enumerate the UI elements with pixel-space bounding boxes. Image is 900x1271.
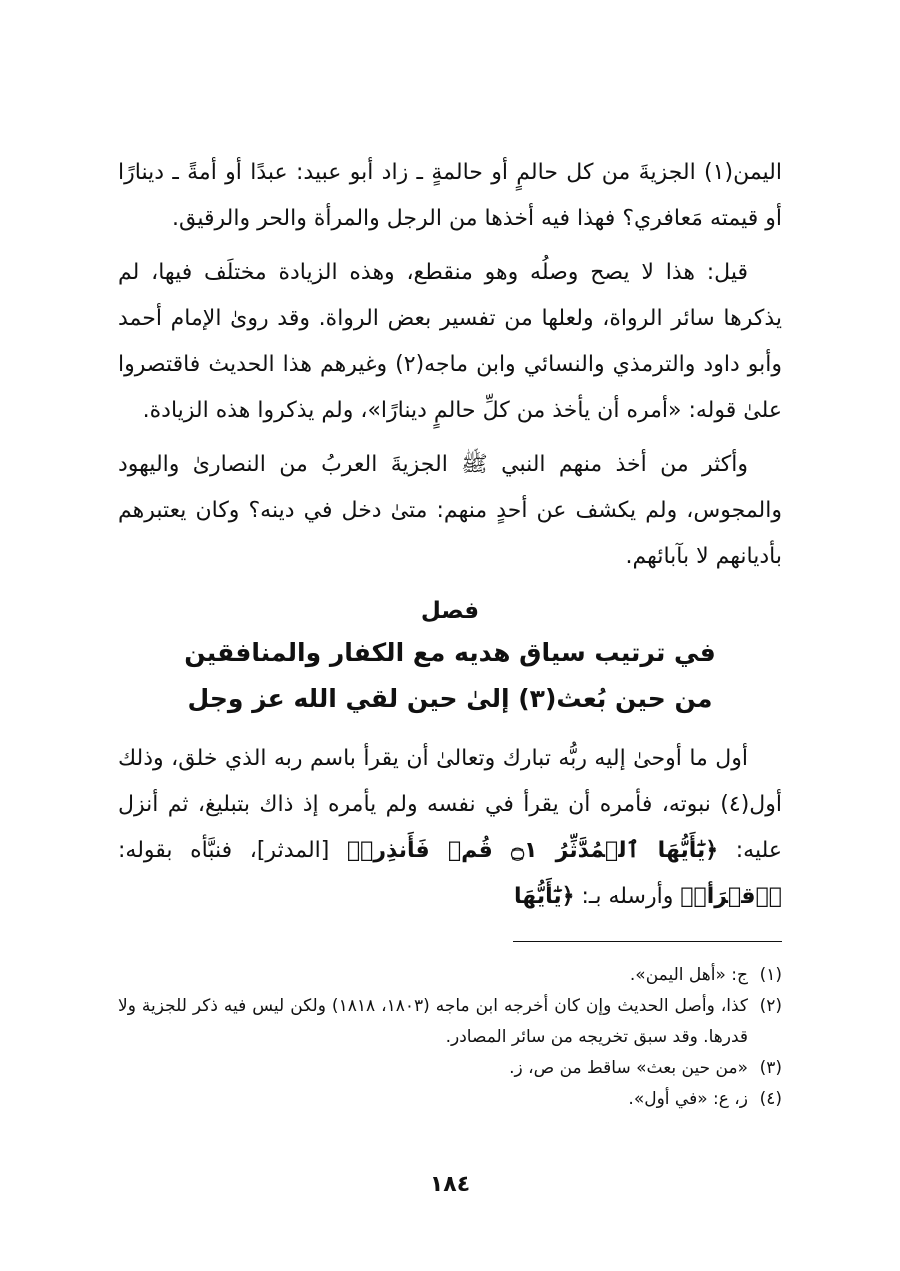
section-label: فصل bbox=[420, 598, 480, 624]
quran-verse-ya-ayyuha: ﴿يَٰٓأَيُّهَا bbox=[514, 884, 575, 909]
quran-verse-muddathir: ﴿يَٰٓأَيُّهَا ٱلۡمُدَّثِّرُ ۝١ قُمۡ فَأَنذِرۡ﴾ bbox=[346, 838, 719, 863]
footnote-text: ز، ع: «في أول». bbox=[628, 1089, 748, 1109]
footnote-number: (١) bbox=[759, 965, 782, 985]
section-paragraph-text-2: [المدثر]، فنبَّأه بقوله: bbox=[118, 838, 347, 863]
section-paragraph-text-3: وأرسله بـ: bbox=[574, 884, 681, 909]
footnotes bbox=[118, 960, 782, 1115]
footnote-item bbox=[118, 1053, 782, 1084]
section-title-line-2: من حين بُعث(٣) إلىٰ حين لقي الله عز وجل bbox=[187, 684, 713, 713]
section-title-line-1: في ترتيب سياق هديه مع الكفار والمنافقين bbox=[184, 638, 716, 667]
footnote-text: ج: «أهل اليمن». bbox=[629, 965, 748, 985]
section-paragraph bbox=[118, 736, 782, 920]
page-body bbox=[118, 150, 782, 928]
footnote-text: «من حين بعث» ساقط من ص، ز. bbox=[509, 1058, 748, 1078]
footnote-divider bbox=[513, 941, 782, 942]
footnote-text: كذا، وأصل الحديث وإن كان أخرجه ابن ماجه (١٨٠٣، ١٨١٨) ولكن ليس فيه ذكر للجزية ولا قدرها. وقد سبق تخريجه من سائر المصادر. bbox=[118, 996, 748, 1047]
paragraph-1: اليمن(١) الجزيةَ من كل حالمٍ أو حالمةٍ ـ زاد أبو عبيد: عبدًا أو أمةً ـ دينارًا أو قيمته مَعافري؟ فهذا فيه أخذها من الرجل والمرأة والحر والرقيق. bbox=[118, 160, 782, 231]
quran-verse-iqra: ﴿ٱقۡرَأۡ﴾ bbox=[680, 884, 782, 909]
paragraph-2: قيل: هذا لا يصح وصلُه وهو منقطع، وهذه الزيادة مختلَف فيها، لم يذكرها سائر الرواة، ولعلها من تفسير بعض الرواة. وقد روىٰ الإمام أحمد وأبو داود والترمذي والنسائي وابن ماجه(٢) وغيرهم هذا الحديث فاقتصروا علىٰ قوله: «أمره أن يأخذ من كلِّ حالمٍ دينارًا»، ولم يذكروا هذه الزيادة. bbox=[118, 260, 782, 423]
footnote-number: (٣) bbox=[759, 1058, 782, 1078]
footnote-number: (٢) bbox=[759, 996, 782, 1016]
footnote-item bbox=[118, 1084, 782, 1115]
section-paragraph-text-1: أول ما أوحىٰ إليه ربُّه تبارك وتعالىٰ أن يقرأ باسم ربه الذي خلق، وذلك أول(٤) نبوته، فأمره أن يقرأ في نفسه ولم يأمره إذ ذاك بتبليغ، ثم أنزل عليه: bbox=[118, 746, 782, 863]
footnote-item bbox=[118, 991, 782, 1053]
paragraph-3: وأكثر من أخذ منهم النبي ﷺ الجزيةَ العربُ من النصارىٰ واليهود والمجوس، ولم يكشف عن أحدٍ منهم: متىٰ دخل في دينه؟ وكان يعتبرهم بأديانهم لا بآبائهم. bbox=[118, 452, 782, 569]
page-number: ١٨٤ bbox=[429, 1172, 471, 1197]
footnote-item bbox=[118, 960, 782, 991]
footnote-number: (٤) bbox=[759, 1089, 782, 1109]
